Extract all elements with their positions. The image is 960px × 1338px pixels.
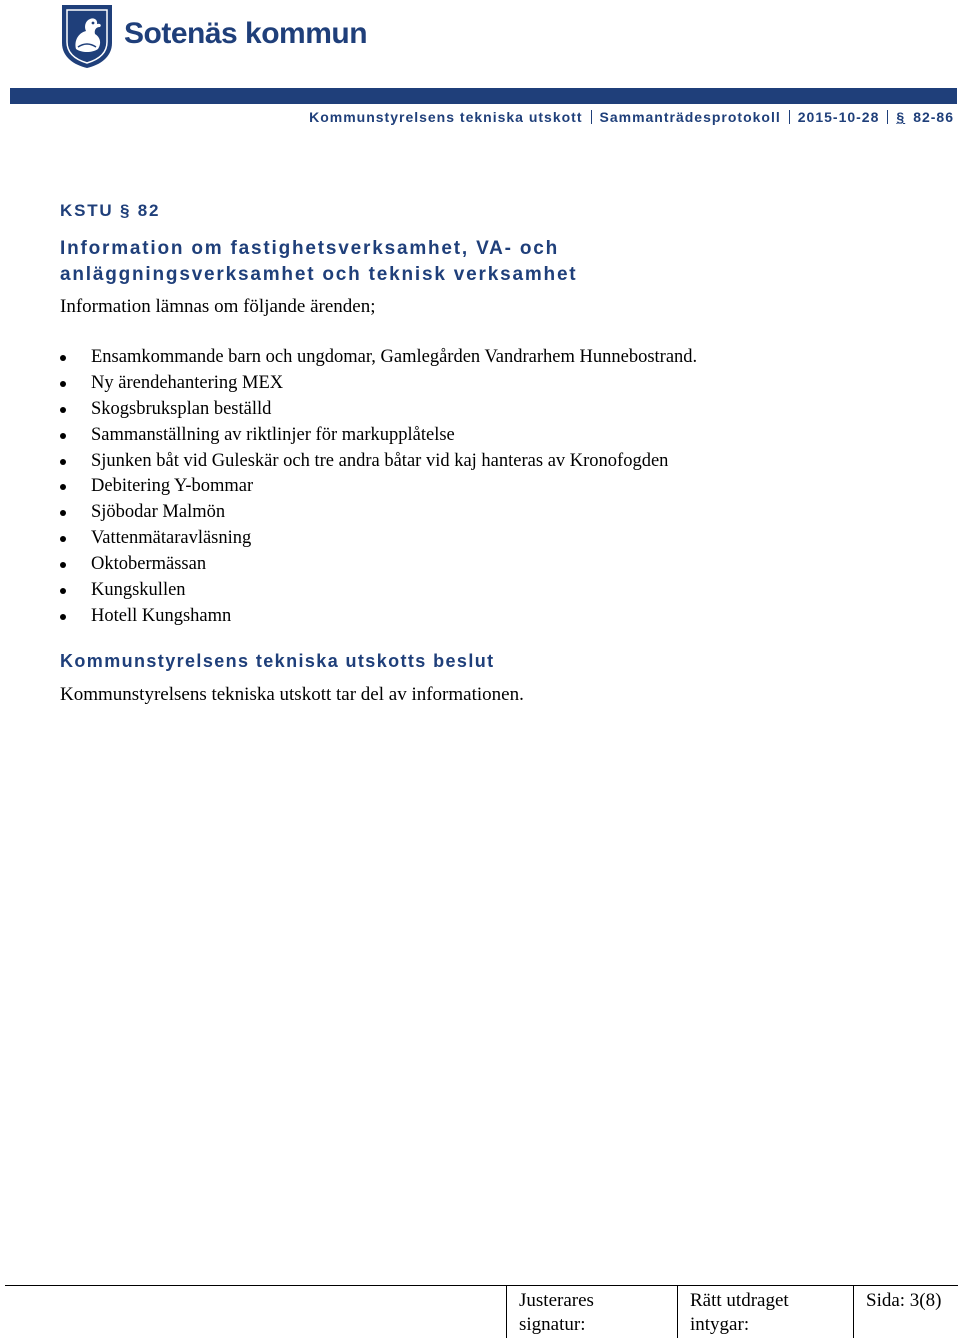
footer-cell-border	[853, 1285, 854, 1338]
section-number: KSTU § 82	[60, 201, 161, 220]
list-item	[60, 474, 697, 500]
header-divider	[789, 110, 790, 124]
footer-justerares-line: signatur:	[519, 1314, 586, 1335]
header-divider	[887, 110, 888, 124]
decision-text: Kommunstyrelsens tekniska utskott tar del av informationen.	[60, 684, 524, 705]
list-item-text: Vattenmätaravläsning	[91, 528, 252, 549]
header-section-symbol: §	[896, 109, 906, 125]
header-range: 82-86	[913, 109, 954, 125]
bullet-icon	[60, 355, 66, 361]
logo-wordmark: Sotenäs kommun	[124, 17, 368, 50]
list-item-text: Sjöbodar Malmön	[91, 502, 226, 523]
list-item-text: Ensamkommande barn och ungdomar, Gamlegården Vandrarhem Hunnebostrand.	[91, 347, 698, 367]
list-item-text: Kungskullen	[91, 580, 186, 601]
footer-divider	[5, 1285, 958, 1286]
header-committee: Kommunstyrelsens tekniska utskott	[309, 109, 583, 125]
bullet-icon	[60, 407, 66, 413]
header-bar	[10, 88, 957, 104]
bullet-icon	[60, 510, 66, 516]
footer-cell-border	[677, 1285, 678, 1338]
list-item-text: Ny ärendehantering MEX	[91, 372, 284, 393]
municipality-logo	[60, 3, 380, 69]
list-item	[60, 423, 697, 449]
header-protocol: Sammanträdesprotokoll	[599, 109, 781, 125]
bullet-icon	[60, 484, 66, 490]
coat-of-arms-icon	[60, 3, 114, 69]
bullet-icon	[60, 562, 66, 568]
list-item	[60, 449, 697, 475]
list-item	[60, 345, 697, 371]
list-item	[60, 526, 697, 552]
list-item-text: Sjunken båt vid Guleskär och tre andra båtar vid kaj hanteras av Kronofogden	[91, 450, 669, 471]
intro-text: Information lämnas om följande ärenden;	[60, 296, 376, 317]
protocol-header	[309, 109, 954, 125]
footer-page-number: Sida: 3(8)	[866, 1290, 942, 1311]
bullet-icon	[60, 381, 66, 387]
section-title-line: Information om fastighetsverksamhet, VA- och	[60, 238, 560, 259]
list-item	[60, 397, 697, 423]
item-list	[60, 345, 697, 630]
list-item-text: Oktobermässan	[91, 554, 207, 575]
footer-justerares-line: Justerares	[519, 1290, 594, 1311]
footer-cell-border	[506, 1285, 507, 1338]
list-item	[60, 371, 697, 397]
list-item-text: Sammanställning av riktlinjer för markupplåtelse	[91, 424, 455, 445]
section-title-line: anläggningsverksamhet och teknisk verksamhet	[60, 264, 578, 285]
footer-ratt-line: Rätt utdraget	[690, 1290, 789, 1311]
header-date: 2015-10-28	[797, 109, 880, 125]
bullet-icon	[60, 614, 66, 620]
section-title	[60, 236, 577, 288]
footer-ratt-line: intygar:	[690, 1314, 750, 1335]
list-item-text: Skogsbruksplan beställd	[91, 398, 272, 419]
bullet-icon	[60, 433, 66, 439]
footer-ratt-utdraget	[690, 1289, 789, 1337]
list-item	[60, 500, 697, 526]
footer-justerares	[519, 1289, 594, 1337]
list-item-text: Debitering Y-bommar	[91, 476, 254, 497]
bullet-icon	[60, 459, 66, 465]
list-item-text: Hotell Kungshamn	[91, 605, 232, 626]
header-divider	[591, 110, 592, 124]
bullet-icon	[60, 536, 66, 542]
decision-heading: Kommunstyrelsens tekniska utskotts beslut	[60, 651, 495, 671]
list-item	[60, 578, 697, 604]
list-item	[60, 552, 697, 578]
bullet-icon	[60, 588, 66, 594]
list-item	[60, 604, 697, 630]
